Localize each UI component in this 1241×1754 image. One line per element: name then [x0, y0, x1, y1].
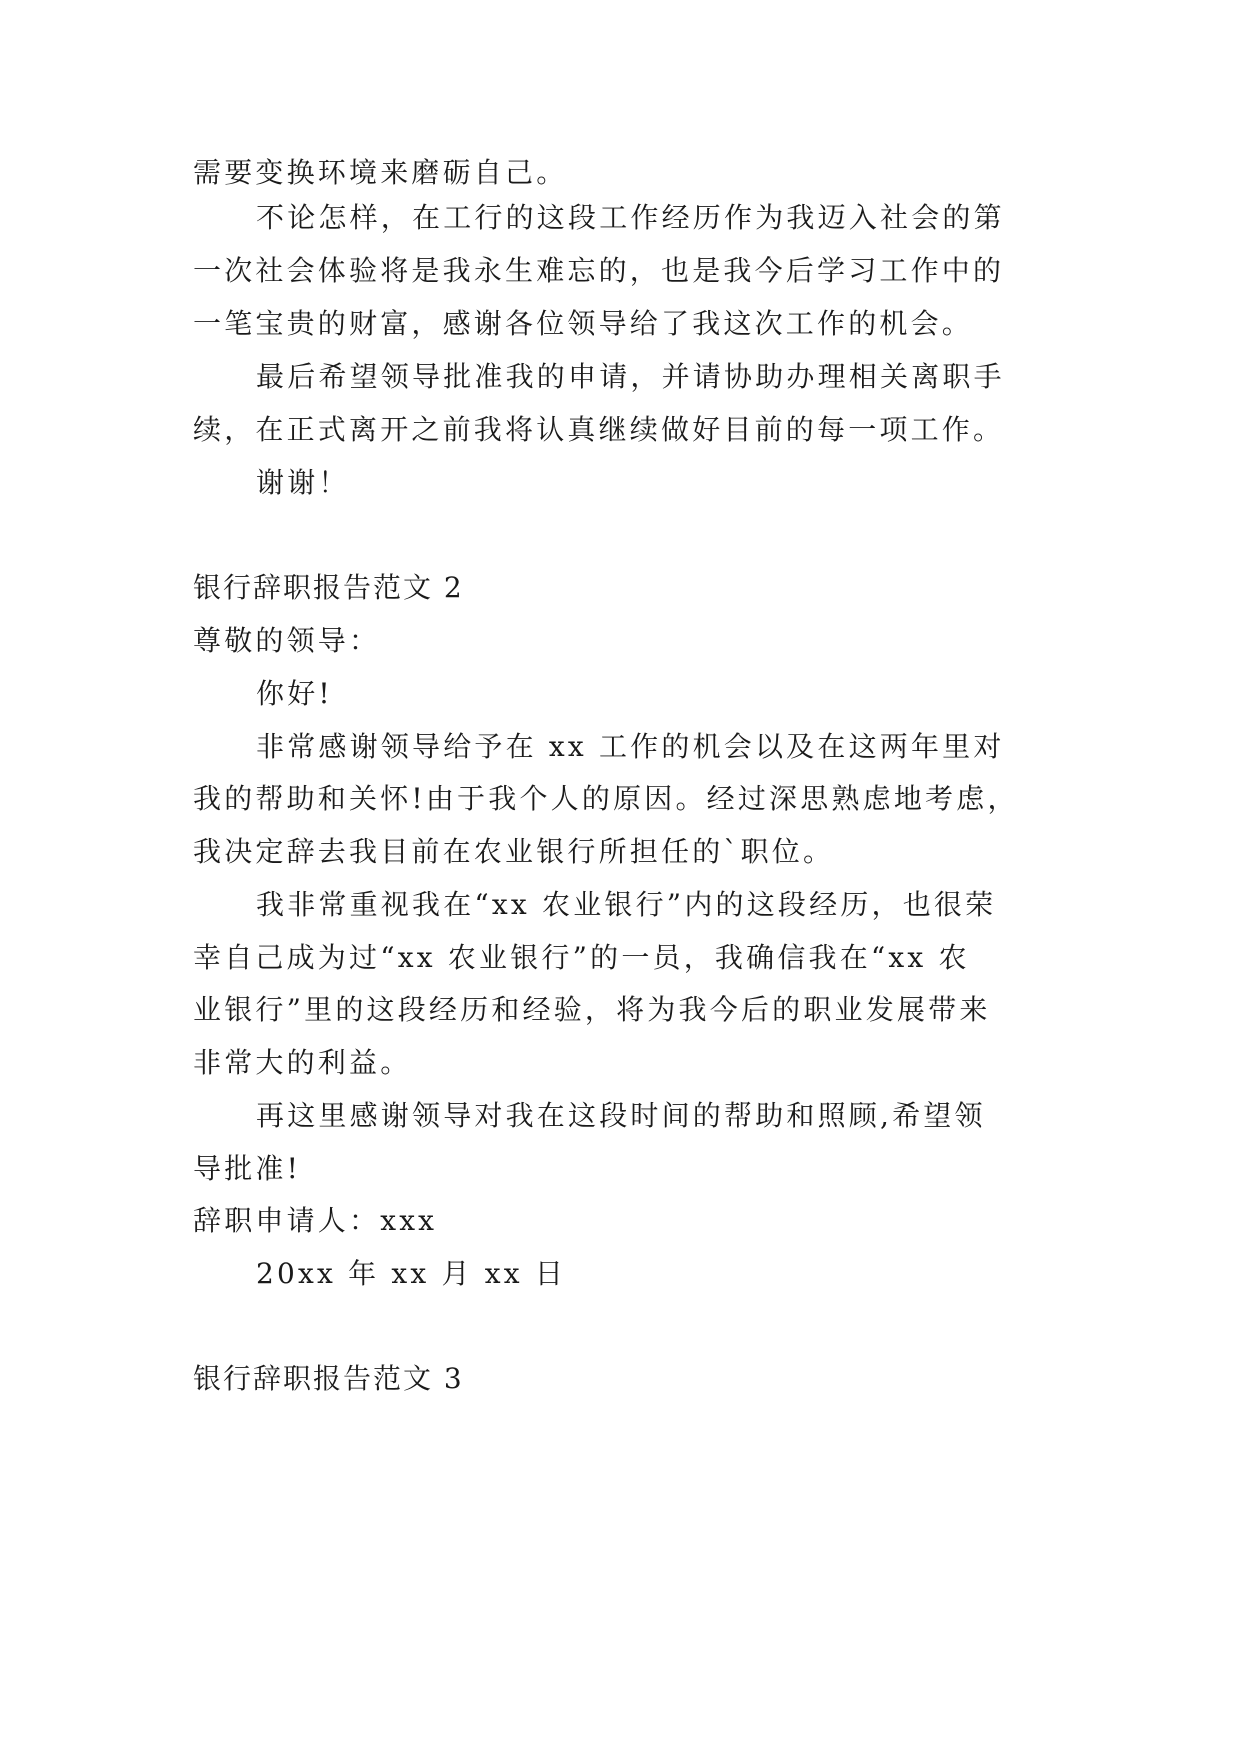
- signature-line: 辞职申请人：xxx: [193, 1204, 438, 1237]
- paragraph-line: 业银行”里的这段经历和经验，将为我今后的职业发展带来: [193, 993, 991, 1026]
- section-heading: 银行辞职报告范文 2: [193, 571, 464, 604]
- section-heading: 银行辞职报告范文 3: [193, 1362, 464, 1395]
- closing-thanks: 谢谢！: [256, 466, 350, 499]
- paragraph-line: 非常感谢领导给予在 xx 工作的机会以及在这两年里对: [256, 730, 1005, 763]
- paragraph-line: 最后希望领导批准我的申请，并请协助办理相关离职手: [256, 360, 1005, 393]
- greeting: 你好!: [256, 677, 333, 710]
- paragraph-line: 一笔宝贵的财富，感谢各位领导给了我这次工作的机会。: [193, 307, 974, 340]
- paragraph-line: 幸自己成为过“xx 农业银行”的一员，我确信我在“xx 农: [193, 941, 970, 974]
- paragraph-line: 再这里感谢领导对我在这段时间的帮助和照顾,希望领: [256, 1099, 986, 1132]
- salutation: 尊敬的领导：: [193, 624, 381, 657]
- paragraph-line: 导批准!: [193, 1152, 302, 1185]
- paragraph-line: 我的帮助和关怀!由于我个人的原因。经过深思熟虑地考虑，: [193, 782, 1019, 815]
- paragraph-line: 我决定辞去我目前在农业银行所担任的`职位。: [193, 835, 835, 868]
- paragraph-line: 续，在正式离开之前我将认真继续做好目前的每一项工作。: [193, 413, 1005, 446]
- date-line: 20xx 年 xx 月 xx 日: [256, 1257, 567, 1290]
- paragraph-line: 我非常重视我在“xx 农业银行”内的这段经历，也很荣: [256, 888, 997, 921]
- paragraph-line: 不论怎样，在工行的这段工作经历作为我迈入社会的第: [256, 201, 1005, 234]
- paragraph-line: 非常大的利益。: [193, 1046, 412, 1079]
- paragraph-line: 需要变换环境来磨砺自己。: [193, 156, 568, 189]
- paragraph-line: 一次社会体验将是我永生难忘的，也是我今后学习工作中的: [193, 254, 1005, 287]
